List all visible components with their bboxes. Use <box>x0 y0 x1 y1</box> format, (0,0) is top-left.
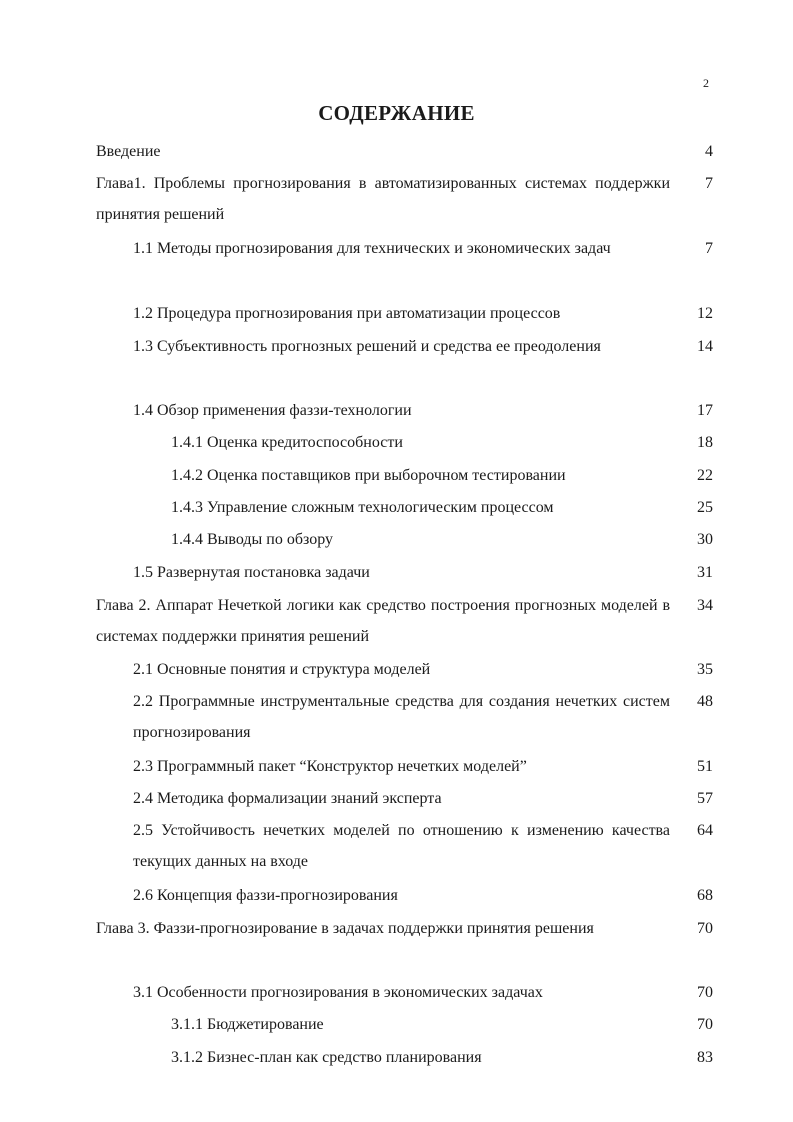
toc-entry-page: 14 <box>697 338 713 355</box>
toc-entry-text: 1.4.4 Выводы по обзору <box>171 531 334 548</box>
toc-entry-page: 25 <box>697 499 713 516</box>
toc-entry-page: 51 <box>697 758 713 775</box>
toc-entry-text: Глава 3. Фаззи-прогнозирование в задачах поддержки принятия решения <box>96 920 594 937</box>
toc-entry-page: 70 <box>697 1016 713 1033</box>
toc-entry-text: 1.1 Методы прогнозирования для технических и экономических задач <box>133 240 611 257</box>
toc-entry-text: 2.1 Основные понятия и структура моделей <box>133 661 431 678</box>
toc-entry-page: 22 <box>697 467 713 484</box>
page-number: 2 <box>703 76 709 90</box>
page-title: СОДЕРЖАНИЕ <box>318 101 475 125</box>
toc-entry-page: 7 <box>705 175 713 192</box>
toc-entry-page: 70 <box>697 984 713 1001</box>
toc-entry-text: Глава 2. Аппарат Нечеткой логики как средство построения прогнозных моделей в системах поддержки принятия решений <box>96 597 670 645</box>
toc-entry-text: 1.4 Обзор применения фаззи-технологии <box>133 402 412 419</box>
toc-entry-page: 7 <box>705 240 713 257</box>
toc-entry-page: 83 <box>697 1049 713 1066</box>
toc-entry-text: 2.2 Программные инструментальные средства для создания нечетких систем прогнозирования <box>133 693 670 741</box>
toc-entry-page: 70 <box>697 920 713 937</box>
toc-entry-page: 48 <box>697 693 713 710</box>
toc-entry-text: 2.4 Методика формализации знаний эксперта <box>133 790 442 807</box>
toc-entry-page: 31 <box>697 564 713 581</box>
toc-entry-page: 18 <box>697 434 713 451</box>
toc-entry-text: 3.1 Особенности прогнозирования в экономических задачах <box>133 984 543 1001</box>
toc-entry-page: 4 <box>705 143 713 160</box>
toc-entry-text: Введение <box>96 143 161 160</box>
toc-entry-text: 1.4.3 Управление сложным технологическим процессом <box>171 499 554 516</box>
toc-entry-page: 68 <box>697 887 713 904</box>
toc-entry-page: 12 <box>697 305 713 322</box>
toc-entry-text: 2.5 Устойчивость нечетких моделей по отношению к изменению качества текущих данных на входе <box>133 822 670 870</box>
toc-entry-text: Глава1. Проблемы прогнозирования в автоматизированных системах поддержки принятия решений <box>96 175 670 223</box>
toc-entry-text: 3.1.1 Бюджетирование <box>171 1016 324 1033</box>
toc-entry-page: 35 <box>697 661 713 678</box>
toc-entry-page: 17 <box>697 402 713 419</box>
toc-entry-page: 57 <box>697 790 713 807</box>
toc-entry-text: 2.3 Программный пакет “Конструктор нечетких моделей” <box>133 758 527 775</box>
toc-entry-text: 3.1.2 Бизнес-план как средство планирования <box>171 1049 482 1066</box>
toc-entry-page: 34 <box>697 597 713 614</box>
toc-entry-text: 1.4.1 Оценка кредитоспособности <box>171 434 403 451</box>
toc-entry-page: 64 <box>697 822 713 839</box>
toc-entry-text: 1.3 Субъективность прогнозных решений и средства ее преодоления <box>133 338 601 355</box>
toc-entry-text: 2.6 Концепция фаззи-прогнозирования <box>133 887 398 904</box>
toc-entry-text: 1.4.2 Оценка поставщиков при выборочном тестировании <box>171 467 566 484</box>
toc-entry-page: 30 <box>697 531 713 548</box>
toc-entry-text: 1.5 Развернутая постановка задачи <box>133 564 370 581</box>
toc-entry-text: 1.2 Процедура прогнозирования при автоматизации процессов <box>133 305 561 322</box>
